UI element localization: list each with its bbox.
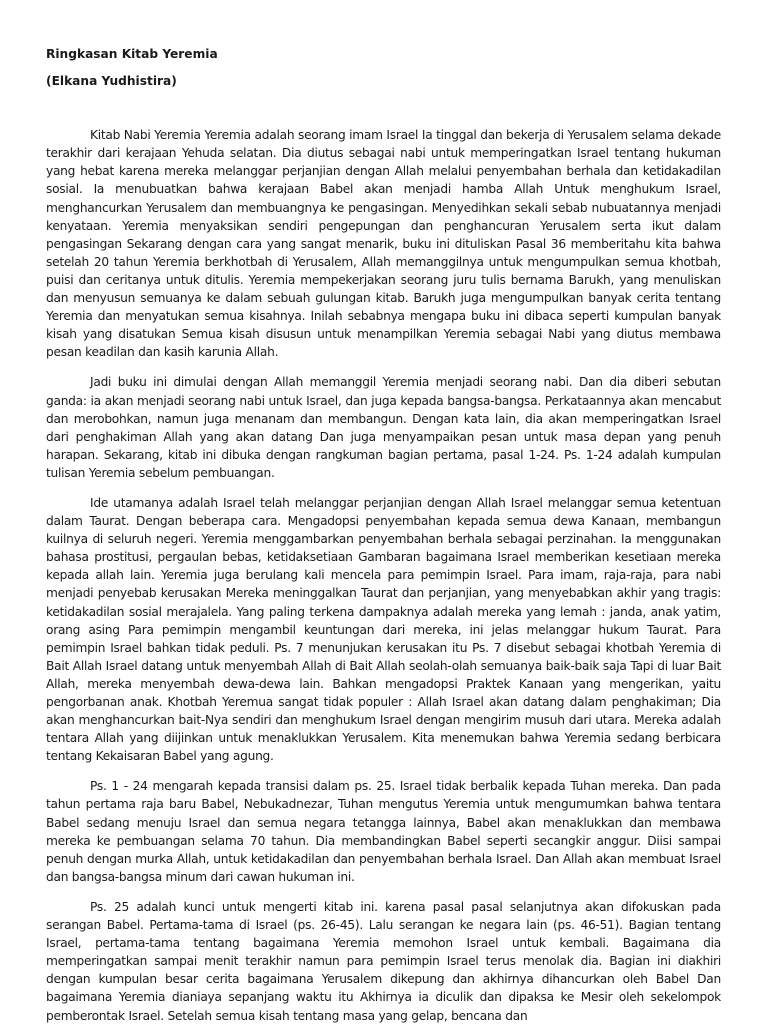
document-title: Ringkasan Kitab Yeremia (46, 47, 218, 61)
paragraph: Ps. 1 - 24 mengarah kepada transisi dalam ps. 25. Israel tidak berbalik kepada Tuhan mereka. Dan pada tahun pertama raja baru Babel, Nebukadnezar, Tuhan mengutus Yeremia untuk mengumumkan bahwa tentara Babel sedang menuju Israel dan semua negara tetangga lainnya, Babel akan menaklukkan dan membawa mereka ke pembuangan selama 70 tahun. Dia membandingkan Babel seperti secangkir anggur. Diisi sampai penuh dengan murka Allah, untuk ketidakadilan dan penyembahan berhala Israel. Dan Allah akan membuat Israel dan bangsa-bangsa minum dari cawan hukuman ini. (46, 779, 721, 884)
paragraph: Ide utamanya adalah Israel telah melanggar perjanjian dengan Allah Israel melanggar semua ketentuan dalam Taurat. Dengan beberapa cara. Mengadopsi penyembahan kepada semua dewa Kanaan, membangun kuilnya di seluruh negeri. Yeremia menggambarkan penyembahan berhala sebagai perzinahan. Ia menggunakan bahasa prostitusi, pergaulan bebas, ketidaksetiaan Gambaran bagaimana Israel memberikan kesetiaan mereka kepada allah lain. Yeremia juga berulang kali mencela para pemimpin Israel. Para imam, raja-raja, para nabi menjadi penyebab kerusakan Mereka meninggalkan Taurat dan perjanjian, yang menyebabkan akhir yang tragis: ketidakadilan sosial merajalela. Yang paling terkena dampaknya adalah mereka yang lemah : janda, anak yatim, orang asing Para pemimpin mengambil keuntungan dari mereka, ini jelas melanggar hukum Taurat. Para pemimpin Israel bahkan tidak peduli. Ps. 7 menunjukan kerusakan itu Ps. 7 disebut sebagai khotbah Yeremia di Bait Allah Israel datang untuk menyembah Allah di Bait Allah seolah-olah semuanya baik-baik saja Tapi di luar Bait Allah, mereka menyembah dewa-dewa lain. Bahkan mengadopsi Praktek Kanaan yang mengerikan, yaitu pengorbanan anak. Khotbah Yeremua sangat tidak populer : Allah Israel akan datang dalam penghakiman; Dia akan menghancurkan bait-Nya sendiri dan menghukum Israel dengan mengirim musuh dari utara. Mereka adalah tentara Allah yang diijinkan untuk menaklukkan Yerusalem. Kita menemukan bahwa Yeremia sedang berbicara tentang Kekaisaran Babel yang agung. (46, 495, 721, 764)
paragraph: Ps. 25 adalah kunci untuk mengerti kitab ini. karena pasal pasal selanjutnya akan difokuskan pada serangan Babel. Pertama-tama di Israel (ps. 26-45). Lalu serangan ke negara lain (ps. 46-51). Bagian tentang Israel, pertama-tama tentang bagaimana Yeremia memohon Israel untuk kembali. Bagaimana dia memperingatkan sampai menit terakhir namun para pemimpin Israel terus menolak dia. Bagian ini diakhiri dengan kumpulan besar cerita bagaimana Yerusalem dikepung dan akhirnya dihancurkan oleh Babel Dan bagaimana Yeremia dianiaya sepanjang waktu itu Akhirnya ia diculik dan dipaksa ke Mesir oleh sekelompok pemberontak Israel. Setelah semua kisah tentang masa yang gelap, bencana dan (46, 899, 721, 1023)
paragraph: Kitab Nabi Yeremia Yeremia adalah seorang imam Israel Ia tinggal dan bekerja di Yerusalem selama dekade terakhir dari kerajaan Yehuda selatan. Dia diutus sebagai nabi untuk memperingatkan Israel tentang hukuman yang hebat karena mereka melanggar perjanjian dengan Allah melalui penyembahan berhala dan ketidakadilan sosial. Ia menubuatkan bahwa kerajaan Babel akan menjadi hamba Allah Untuk menghukum Israel, menghancurkan Yerusalem dan membuangnya ke pengasingan. Menyedihkan sekali sebab nubuatannya menjadi kenyataan. Yeremia menyaksikan sendiri pengepungan dan penghancuran Yerusalem serta ikut dalam pengasingan Sekarang dengan cara yang sangat menarik, buku ini dituliskan Pasal 36 memberitahu kita bahwa setelah 20 tahun Yeremia berkhotbah di Yerusalem, Allah memanggilnya untuk mengumpulkan semua khotbah, puisi dan ceritanya untuk ditulis. Yeremia mempekerjakan seorang juru tulis bernama Barukh, yang menuliskan dan menyusun semuanya ke dalam sebuah gulungan kitab. Barukh juga mengumpulkan banyak cerita tentang Yeremia dan menyatukan semua kisahnya. Inilah sebabnya mengapa buku ini dibaca seperti kumpulan banyak kisah yang disatukan Semua kisah disusun untuk menampilkan Yeremia sebagai Nabi yang diutus membawa pesan keadilan dan kasih karunia Allah. (46, 128, 721, 360)
paragraph: Jadi buku ini dimulai dengan Allah memanggil Yeremia menjadi seorang nabi. Dan dia diberi sebutan ganda: ia akan menjadi seorang nabi untuk Israel, dan juga kepada bangsa-bangsa. Perkataannya akan mencabut dan merobohkan, namun juga menanam dan membangun. Dengan kata lain, dia akan memperingatkan Israel dari penghakiman Allah yang akan datang Dan juga menyampaikan pesan untuk masa depan yang penuh harapan. Sekarang, kitab ini dibuka dengan rangkuman bagian pertama, pasal 1-24. Ps. 1-24 adalah kumpulan tulisan Yeremia sebelum pembuangan. (46, 375, 721, 480)
document-author: (Elkana Yudhistira) (46, 74, 177, 89)
document-body (46, 126, 721, 1024)
